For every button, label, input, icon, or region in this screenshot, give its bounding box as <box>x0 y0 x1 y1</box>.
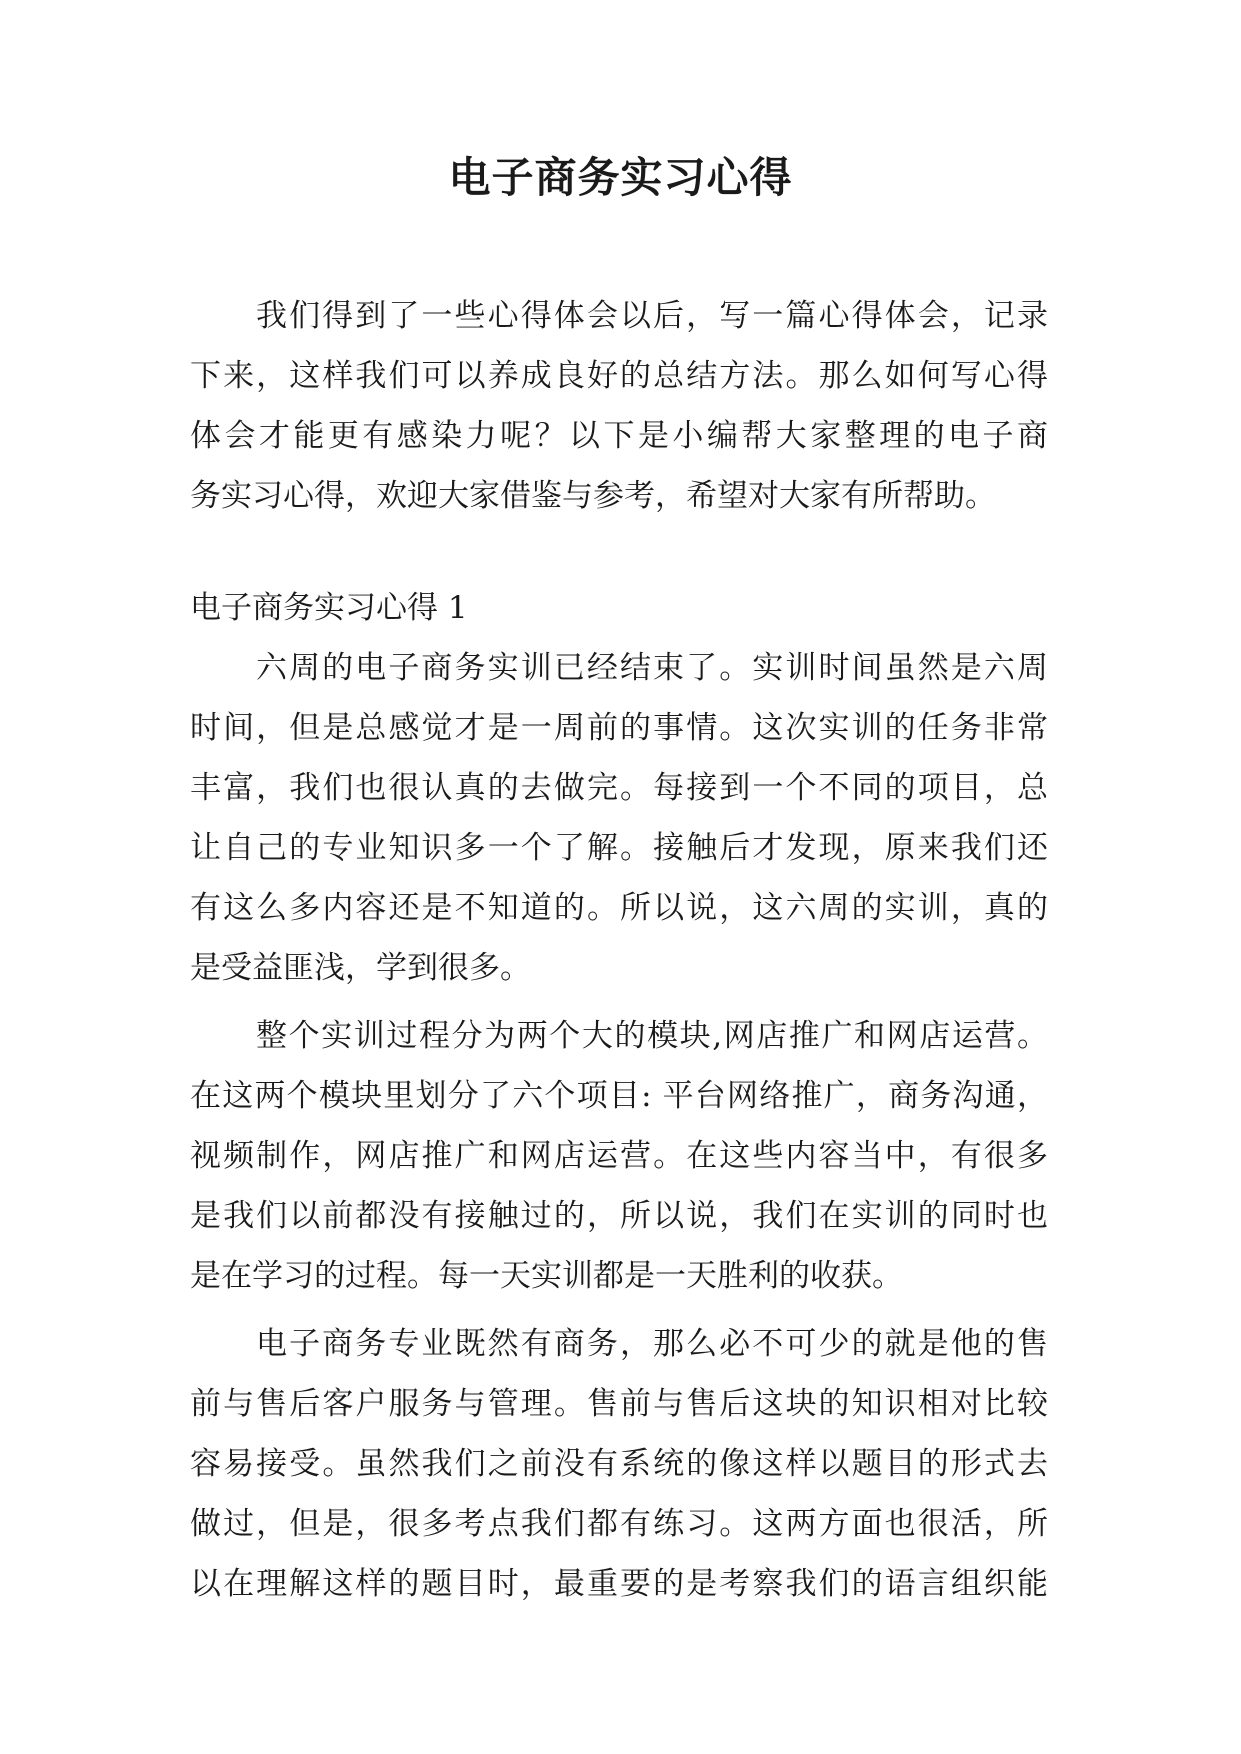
paragraph-line: 时间，但是总感觉才是一周前的事情。这次实训的任务非常 <box>190 710 1048 746</box>
paragraph-line: 以在理解这样的题目时，最重要的是考察我们的语言组织能 <box>190 1566 1048 1602</box>
paragraph-line: 做过，但是，很多考点我们都有练习。这两方面也很活，所 <box>190 1506 1048 1542</box>
paragraph-line: 整个实训过程分为两个大的模块,网店推广和网店运营。 <box>256 1018 1048 1054</box>
paragraph-line: 视频制作，网店推广和网店运营。在这些内容当中，有很多 <box>190 1138 1048 1174</box>
paragraph-line: 容易接受。虽然我们之前没有系统的像这样以题目的形式去 <box>190 1446 1048 1482</box>
intro-line: 体会才能更有感染力呢？以下是小编帮大家整理的电子商 <box>190 418 1048 454</box>
intro-line: 我们得到了一些心得体会以后，写一篇心得体会，记录 <box>256 298 1048 334</box>
paragraph-line: 是受益匪浅，学到很多。 <box>190 950 531 986</box>
paragraph-line: 六周的电子商务实训已经结束了。实训时间虽然是六周 <box>256 650 1048 686</box>
paragraph-line: 有这么多内容还是不知道的。所以说，这六周的实训，真的 <box>190 890 1048 926</box>
paragraph-line: 丰富，我们也很认真的去做完。每接到一个不同的项目，总 <box>190 770 1048 806</box>
paragraph-line: 让自己的专业知识多一个了解。接触后才发现，原来我们还 <box>190 830 1048 866</box>
paragraph-line: 前与售后客户服务与管理。售前与售后这块的知识相对比较 <box>190 1386 1048 1422</box>
paragraph-line: 在这两个模块里划分了六个项目: 平台网络推广，商务沟通， <box>190 1078 1048 1114</box>
paragraph-line: 是我们以前都没有接触过的，所以说，我们在实训的同时也 <box>190 1198 1048 1234</box>
intro-line: 下来，这样我们可以养成良好的总结方法。那么如何写心得 <box>190 358 1048 394</box>
section-heading: 电子商务实习心得 1 <box>190 590 468 626</box>
paragraph-line: 电子商务专业既然有商务，那么必不可少的就是他的售 <box>256 1326 1048 1362</box>
document-title: 电子商务实习心得 <box>448 153 793 202</box>
intro-line: 务实习心得，欢迎大家借鉴与参考，希望对大家有所帮助。 <box>190 478 996 514</box>
paragraph-line: 是在学习的过程。每一天实训都是一天胜利的收获。 <box>190 1258 903 1294</box>
